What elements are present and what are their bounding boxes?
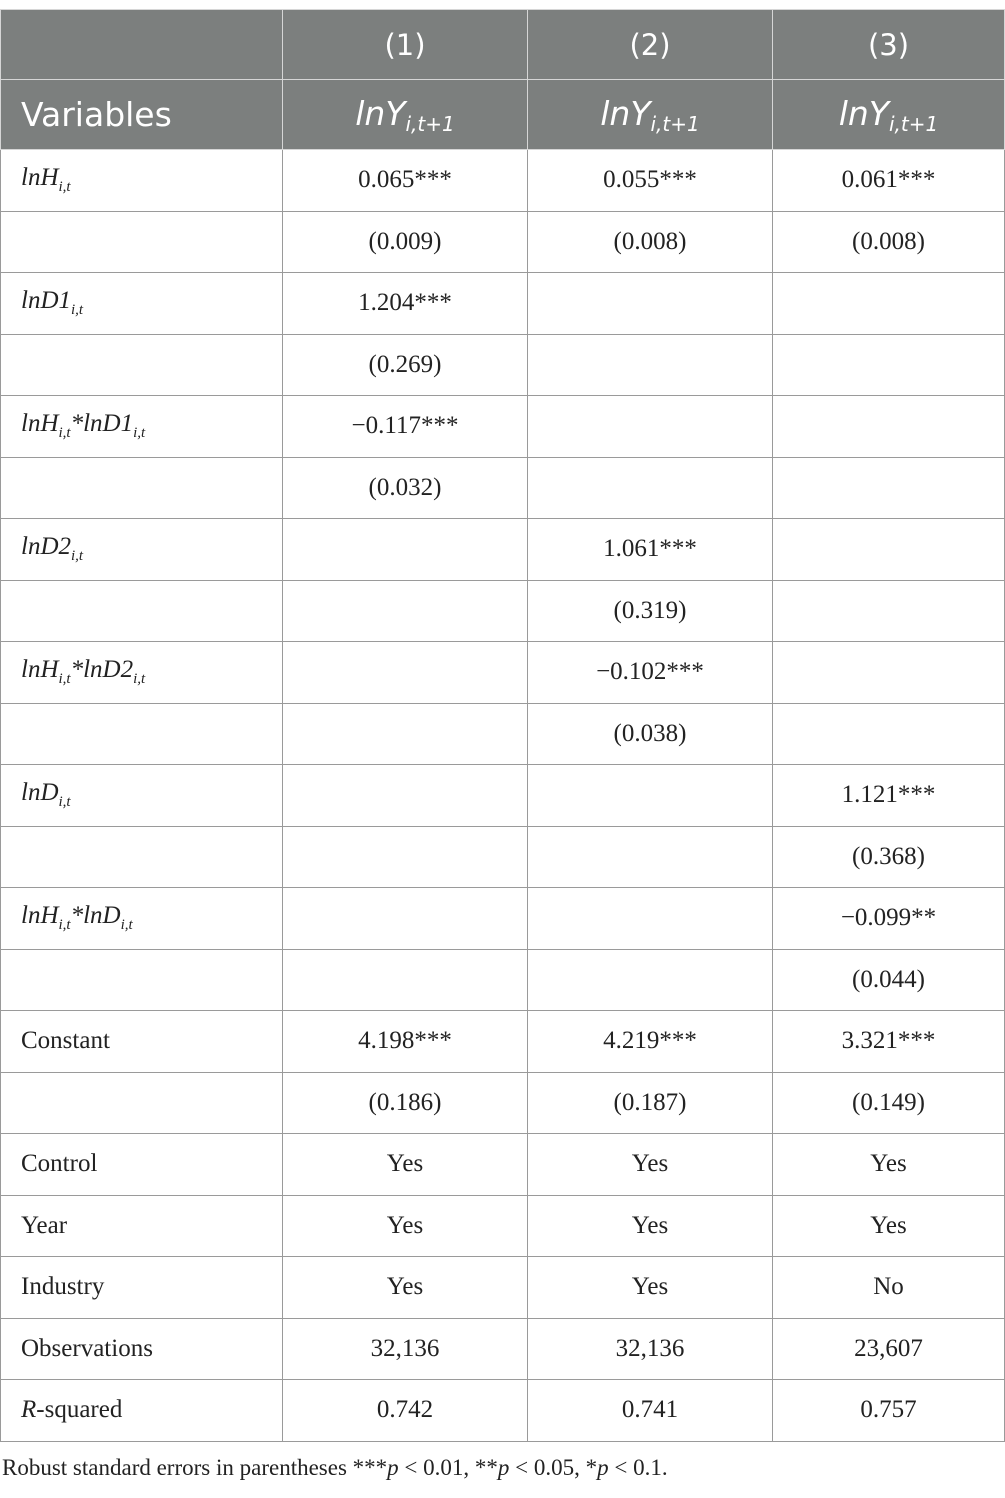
variable-label [1, 334, 283, 396]
table-row [1, 1257, 1005, 1319]
variable-label: Constant [1, 1011, 283, 1073]
value-cell: 32,136 [528, 1318, 773, 1380]
variable-label: lnH$_{i,t}$*lnD$_{i,t}$ [1, 888, 283, 950]
column-number-3: (3) [773, 10, 1005, 80]
value-cell [773, 334, 1005, 396]
value-cell: (0.038) [528, 703, 773, 765]
value-cell: (0.368) [773, 826, 1005, 888]
value-cell [528, 273, 773, 335]
value-cell: Yes [528, 1195, 773, 1257]
value-cell [528, 826, 773, 888]
variables-header: Variables [1, 80, 283, 150]
value-cell: (0.008) [773, 211, 1005, 273]
value-cell: (0.044) [773, 949, 1005, 1011]
value-cell: (0.269) [283, 334, 528, 396]
value-cell: 0.757 [773, 1380, 1005, 1442]
value-cell [773, 703, 1005, 765]
value-cell [528, 457, 773, 519]
value-cell [528, 949, 773, 1011]
value-cell: (0.009) [283, 211, 528, 273]
value-cell: −0.099** [773, 888, 1005, 950]
variable-label: $\ln H_{i,t}*\ln D2_{i,t}$ [1, 642, 283, 704]
value-cell: No [773, 1257, 1005, 1319]
table-row [1, 1195, 1005, 1257]
value-cell: Yes [283, 1195, 528, 1257]
variable-label: lnD$_{i,t}$ [1, 765, 283, 827]
table-row [1, 703, 1005, 765]
table-row [1, 150, 1005, 212]
value-cell [283, 580, 528, 642]
value-cell: (0.186) [283, 1072, 528, 1134]
table-row [1, 1380, 1005, 1442]
header-row-column-numbers [1, 10, 1005, 80]
value-cell: (0.149) [773, 1072, 1005, 1134]
dependent-variable-3: lnY$_{i,t+1}$ [773, 80, 1005, 150]
variable-label: $\ln H_{i,t}*\ln D1_{i,t}$ [1, 396, 283, 458]
value-cell [773, 580, 1005, 642]
variable-label [1, 949, 283, 1011]
value-cell [528, 334, 773, 396]
table-row [1, 1134, 1005, 1196]
value-cell: Yes [283, 1134, 528, 1196]
value-cell: Yes [283, 1257, 528, 1319]
value-cell [528, 765, 773, 827]
table-row [1, 211, 1005, 273]
value-cell: 1.061*** [528, 519, 773, 581]
table-row [1, 273, 1005, 335]
value-cell: −0.117*** [283, 396, 528, 458]
value-cell [773, 396, 1005, 458]
value-cell [283, 642, 528, 704]
value-cell: 1.204*** [283, 273, 528, 335]
value-cell [773, 642, 1005, 704]
variable-label [1, 1072, 283, 1134]
table-row [1, 826, 1005, 888]
dependent-variable-1: lnY$_{i,t+1}$ [283, 80, 528, 150]
value-cell: 1.121*** [773, 765, 1005, 827]
value-cell: 0.061*** [773, 150, 1005, 212]
value-cell: 0.742 [283, 1380, 528, 1442]
table-row [1, 642, 1005, 704]
value-cell [773, 519, 1005, 581]
table-row [1, 765, 1005, 827]
value-cell: −0.102*** [528, 642, 773, 704]
column-number-2: (2) [528, 10, 773, 80]
table-row [1, 1011, 1005, 1073]
value-cell [283, 949, 528, 1011]
value-cell [283, 519, 528, 581]
dependent-variable-2: lnY$_{i,t+1}$ [528, 80, 773, 150]
regression-table [0, 9, 1005, 1442]
table-row [1, 1318, 1005, 1380]
variable-label: Observations [1, 1318, 283, 1380]
value-cell: 4.219*** [528, 1011, 773, 1073]
table-row [1, 580, 1005, 642]
variable-label: Year [1, 1195, 283, 1257]
value-cell: (0.319) [528, 580, 773, 642]
variable-label [1, 826, 283, 888]
table-header [1, 10, 1005, 150]
header-empty-cell [1, 10, 283, 80]
variable-label [1, 580, 283, 642]
value-cell: 0.055*** [528, 150, 773, 212]
variable-label [1, 211, 283, 273]
table-row [1, 334, 1005, 396]
value-cell [773, 273, 1005, 335]
value-cell: Yes [528, 1134, 773, 1196]
table-row [1, 949, 1005, 1011]
variable-label: R-squared [1, 1380, 283, 1442]
value-cell: (0.008) [528, 211, 773, 273]
value-cell: (0.187) [528, 1072, 773, 1134]
table-row [1, 457, 1005, 519]
variable-label: Industry [1, 1257, 283, 1319]
variable-label: $\ln D1_{i,t}$ [1, 273, 283, 335]
value-cell: Yes [528, 1257, 773, 1319]
value-cell: 4.198*** [283, 1011, 528, 1073]
table-row [1, 519, 1005, 581]
variable-label: lnH$_{i,t}$ [1, 150, 283, 212]
value-cell: 0.065*** [283, 150, 528, 212]
variable-label: $\ln D2_{i,t}$ [1, 519, 283, 581]
value-cell: 32,136 [283, 1318, 528, 1380]
value-cell [283, 765, 528, 827]
value-cell [528, 888, 773, 950]
value-cell: 3.321*** [773, 1011, 1005, 1073]
table-row [1, 888, 1005, 950]
table-footnote: Robust standard errors in parentheses ***p < 0.01, **p < 0.05, *p < 0.1. [2, 1455, 668, 1480]
table-body [1, 150, 1005, 1442]
value-cell: (0.032) [283, 457, 528, 519]
variable-label: Control [1, 1134, 283, 1196]
value-cell: 23,607 [773, 1318, 1005, 1380]
value-cell: Yes [773, 1195, 1005, 1257]
variable-label [1, 457, 283, 519]
value-cell: 0.741 [528, 1380, 773, 1442]
value-cell [528, 396, 773, 458]
table-row [1, 396, 1005, 458]
value-cell [283, 826, 528, 888]
column-number-1: (1) [283, 10, 528, 80]
value-cell: Yes [773, 1134, 1005, 1196]
value-cell [283, 703, 528, 765]
header-row-variables [1, 80, 1005, 150]
table-row [1, 1072, 1005, 1134]
variable-label [1, 703, 283, 765]
value-cell [773, 457, 1005, 519]
value-cell [283, 888, 528, 950]
